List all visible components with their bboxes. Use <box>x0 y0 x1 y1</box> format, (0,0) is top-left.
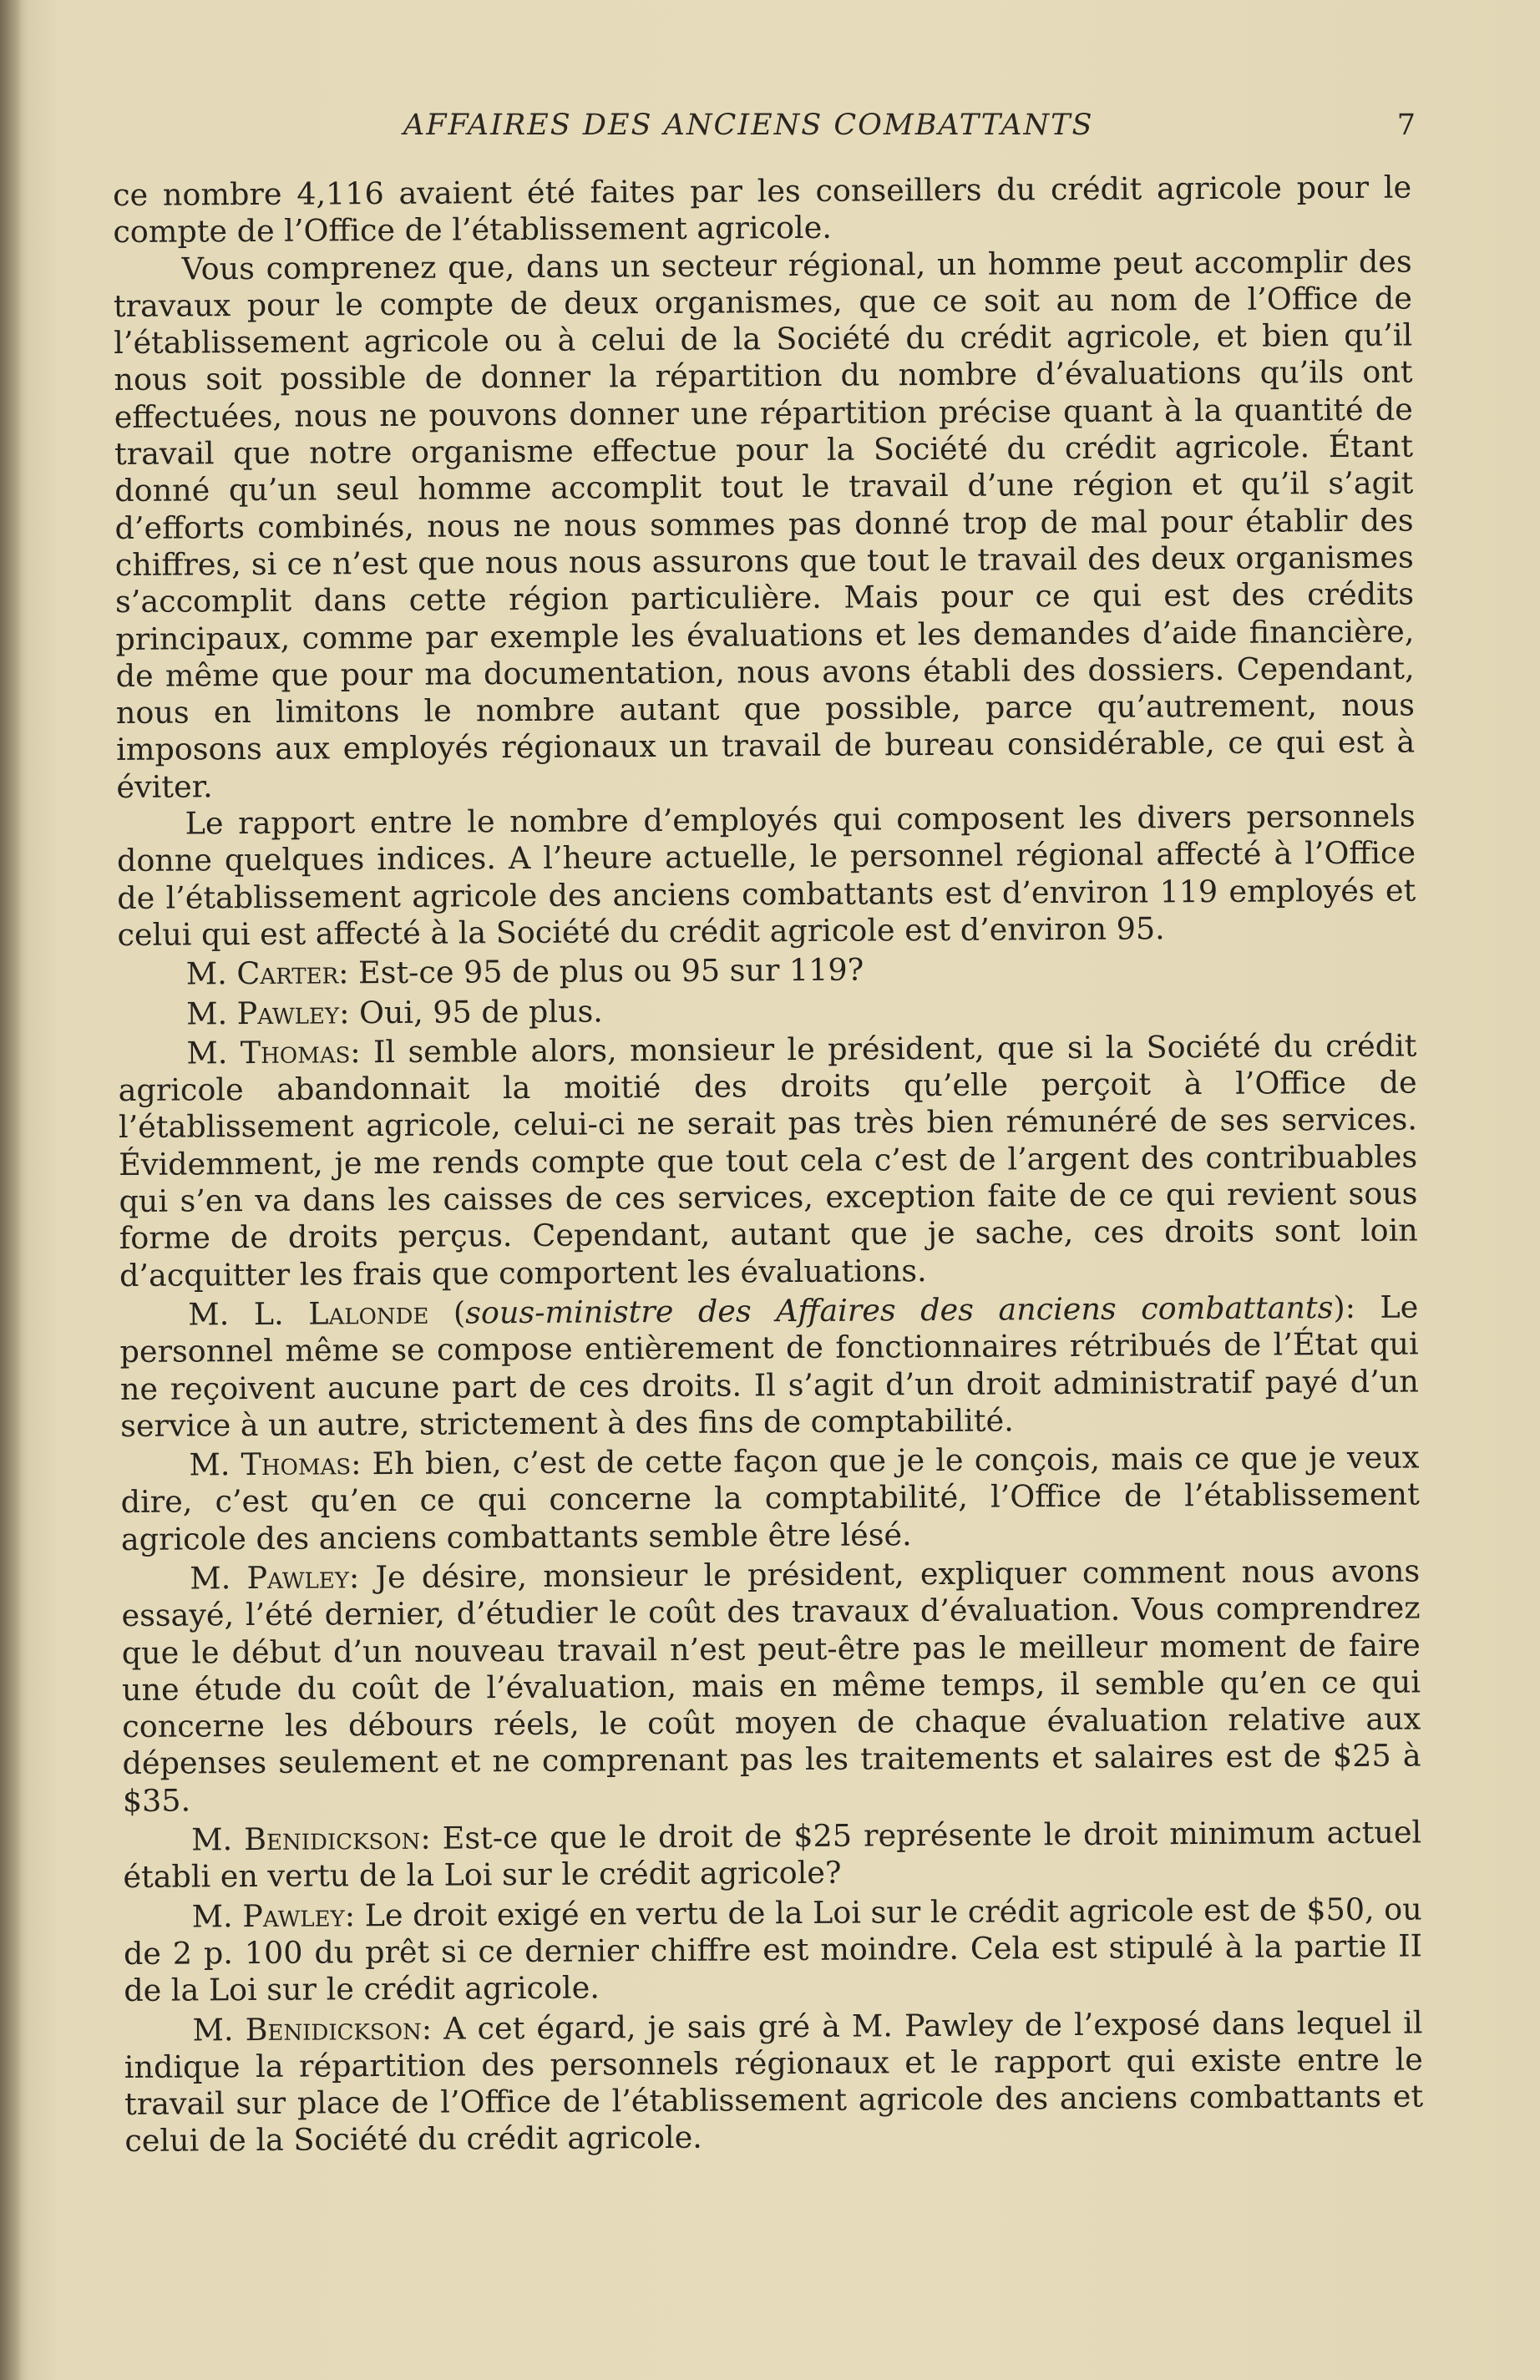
speaker-name: Pawley <box>236 994 340 1031</box>
speaker-prefix: M. <box>191 1821 233 1858</box>
page-number: 7 <box>1396 109 1416 142</box>
speaker-role-open: ( <box>428 1294 466 1331</box>
speech-benidickson-1 <box>123 1815 1422 1896</box>
running-title: AFFAIRES DES ANCIENS COMBATTANTS <box>403 109 1094 142</box>
speech-pawley-2 <box>121 1552 1421 1820</box>
speaker-prefix: M. <box>186 1035 228 1071</box>
speech-benidickson-2 <box>124 2004 1423 2160</box>
speech-text: : A cet égard, je sais gré à M. Pawley de l’exposé dans lequel il indique la répartition des personnels régionaux et le rapport qui existe entre le travail sur place de l’Office de l’établissement agricole des anciens combattants et celui de la Société du crédit agricole. <box>124 2004 1424 2160</box>
page-header <box>113 100 1416 150</box>
speech-text: : Le droit exigé en vertu de la Loi sur le crédit agricole est de $50, ou de 2 p. 100 du prêt si ce dernier chiffre est moindre. Cela est stipulé à la partie II de la Loi sur le crédit agricole. <box>123 1891 1423 2009</box>
speech-carter <box>118 949 1416 994</box>
speaker-name: Pawley <box>246 1559 350 1597</box>
speaker-prefix: M. <box>189 1446 230 1483</box>
speaker-prefix: M. <box>185 955 227 992</box>
speaker-prefix: M. <box>190 1560 231 1597</box>
speech-lalonde <box>119 1289 1419 1445</box>
paragraph-continuation: ce nombre 4,116 avaient été faites par les conseillers du crédit agricole pour le compte de l’Office de l’établissement agricole. <box>113 169 1412 251</box>
speech-pawley-3 <box>124 1891 1423 2009</box>
paragraph-staff-ratio: Le rapport entre le nombre d’employés qui composent les divers personnels donne quelques indices. A l’heure actuelle, le personnel régional affecté à l’Office de l’établissement agricole des anciens combattants est d’environ 119 employés et celui qui est affecté à la Société du crédit agricole est d’environ 95. <box>116 798 1416 953</box>
speaker-prefix: M. L. <box>188 1295 284 1333</box>
speech-thomas-2 <box>120 1440 1420 1558</box>
speaker-prefix: M. <box>192 2011 234 2048</box>
speaker-name: Lalonde <box>308 1294 429 1332</box>
speaker-role: sous-ministre des Affaires des anciens combattants <box>465 1289 1334 1331</box>
speech-text: : Est-ce que le droit de $25 représente le droit minimum actuel établi en vertu de la Loi sur le crédit agricole? <box>123 1814 1422 1896</box>
speech-text: ): Le personnel même se compose entièrement de fonctionnaires rétribués de l’État qui ne reçoivent aucune part de ces droits. Il s’agit d’un droit administratif payé d’un service à un autre, strictement à des fins de comptabilité. <box>119 1289 1419 1444</box>
speaker-name: Thomas <box>240 1034 351 1071</box>
speaker-name: Carter <box>236 955 339 992</box>
speaker-prefix: M. <box>191 1897 233 1935</box>
paragraph-pawley-explanation: Vous comprenez que, dans un secteur régional, un homme peut accomplir des travaux pour le compte de deux organismes, que ce soit au nom de l’Office de l’établissement agricole ou à celui de la Société du crédit agricole, et bien qu’il nous soit possible de donner la répartition du nombre d’évaluations qu’ils ont effectuées, nous ne pouvons donner une répartition précise quant à la quantité de travail que notre organisme effectue pour la Société du crédit agricole. Étant donné qu’un seul homme accomplit tout le travail d’une région et qu’il s’agit d’efforts combinés, nous ne nous sommes pas donné trop de mal pour établir des chiffres, si ce n’est que nous nous assurons que tout le travail des deux organismes s’accomplit dans cette région particulière. Mais pour ce qui est des crédits principaux, comme par exemple les évaluations et les demandes d’aide financière, de même que pour ma documentation, nous avons établi des dossiers. Cependant, nous en limitons le nombre autant que possible, parce qu’autrement, nous imposons aux employés régionaux un travail de bureau considérable, ce qui est à éviter. <box>113 243 1416 805</box>
speaker-prefix: M. <box>185 995 228 1032</box>
speaker-name: Thomas <box>241 1446 352 1483</box>
body-text <box>113 170 1423 2160</box>
speech-thomas-1 <box>118 1027 1418 1294</box>
speech-pawley-1 <box>118 988 1416 1033</box>
speech-text: : Il semble alors, monsieur le président, que si la Société du crédit agricole abandonnait la moitié des droits qu’elle perçoit à l’Office de l’établissement agricole, celui-ci ne serait pas très bien rémunéré de ses services. Évidemment, je me rends compte que tout cela c’est de l’argent des contribuables qui s’en va dans les caisses de ces services, exception faite de ce qui revient sous forme de droits perçus. Cependant, autant que je sache, ces droits sont loin d’acquitter les frais que comportent les évaluations. <box>118 1027 1418 1294</box>
speaker-name: Benidickson <box>244 1820 421 1858</box>
speech-text: : Oui, 95 de plus. <box>339 992 603 1030</box>
binding-shadow <box>0 0 22 2380</box>
speech-text: : Eh bien, c’est de cette façon que je le conçois, mais ce que je veux dire, c’est qu’en ce qui concerne la comptabilité, l’Office de l’établissement agricole des anciens combattants semble être lésé. <box>120 1439 1420 1557</box>
speech-text: : Est-ce 95 de plus ou 95 sur 119? <box>338 951 864 991</box>
speaker-name: Benidickson <box>245 2010 422 2048</box>
speaker-name: Pawley <box>242 1896 345 1934</box>
speech-text: : Je désire, monsieur le président, expliquer comment nous avons essayé, l’été dernier, d’étudier le coût des travaux d’évaluation. Vous comprendrez que le début d’un nouveau travail n’est peut-être pas le meilleur moment de faire une étude du coût de l’évaluation, mais en même temps, il semble qu’en ce qui concerne les débours réels, le coût moyen de chaque évaluation relative aux dépenses seulement et ne comprenant pas les traitements et salaires est de $25 à $35. <box>121 1552 1421 1819</box>
